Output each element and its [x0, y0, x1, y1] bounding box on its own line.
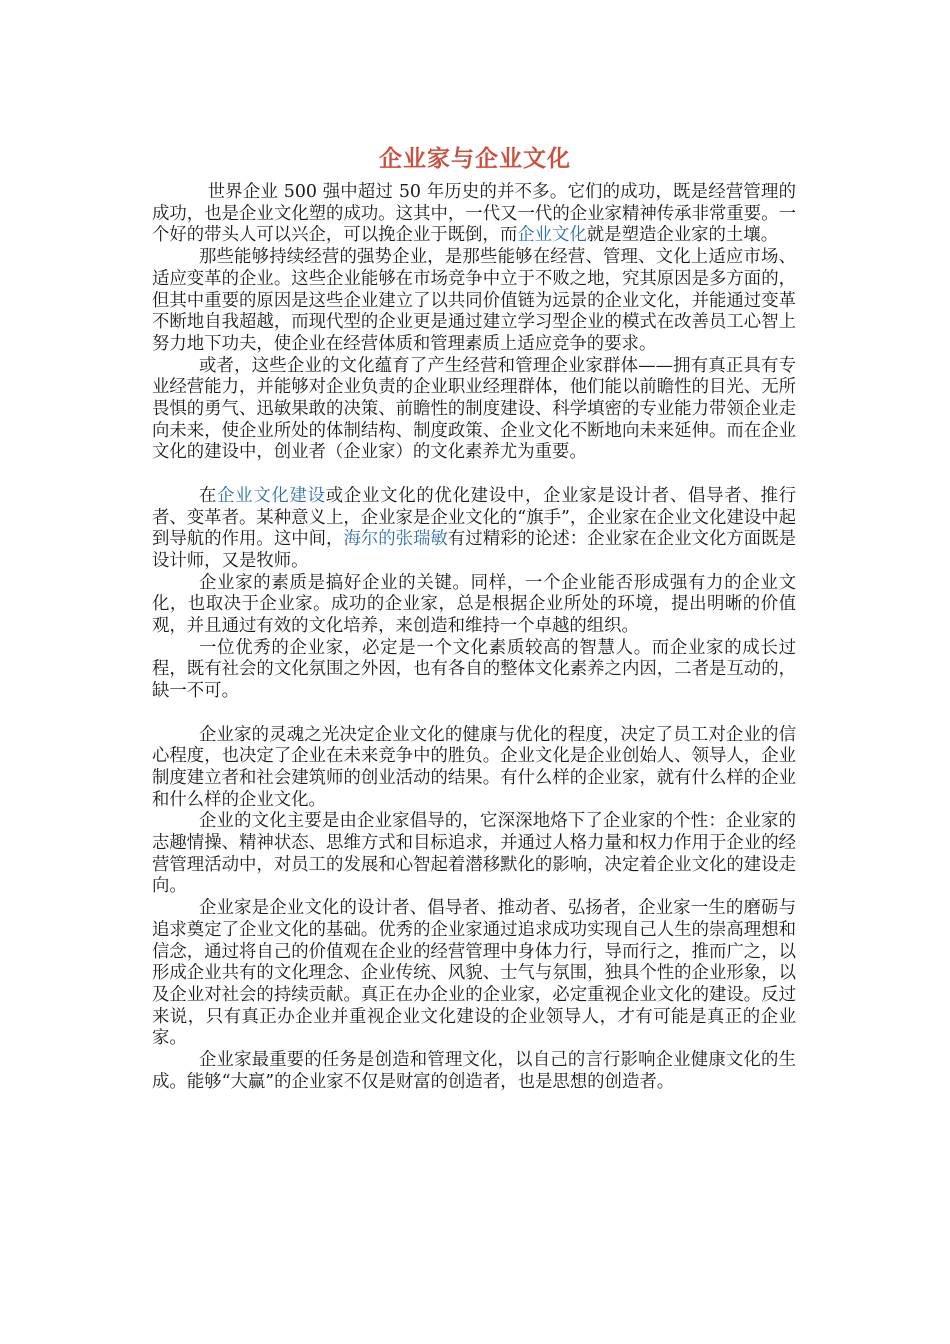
paragraph: [152, 247, 796, 356]
paragraph-text: 企业家的灵魂之光决定企业文化的健康与优化的程度，决定了员工对企业的信心程度，也决定了企业在未来竞争中的胜负。企业文化是企业创始人、领导人，企业制度建立者和社会建筑师的创业活动的结果。有什么样的企业家，就有什么样的企业和什么样的企业文化。: [152, 724, 796, 810]
paragraph-text: 就是塑造企业家的土壤。: [586, 225, 779, 246]
inline-link[interactable]: 企业文化建设: [217, 485, 326, 506]
paragraph-text: 企业家是企业文化的设计者、倡导者、推动者、弘扬者，企业家一生的磨砺与追求奠定了企业文化的基础。优秀的企业家通过追求成功实现自己人生的崇高理想和信念，通过将自己的价值观在企业的经营管理中身体力行，导而行之，推而广之，以形成企业共有的文化理念、企业传统、风貌、士气与氛围，独具个性的企业形象，以及企业对社会的持续贡献。真正在办企业的企业家，必定重视企业文化的建设。反过来说，只有真正办企业并重视企业文化建设的企业领导人，才有可能是真正的企业家。: [152, 898, 796, 1049]
paragraph-text: 企业的文化主要是由企业家倡导的，它深深地烙下了企业家的个性：企业家的志趣情操、精神状态、思维方式和目标追求，并通过人格力量和权力作用于企业的经营管理活动中，对员工的发展和心智起着潜移默化的影响，决定着企业文化的建设走向。: [152, 811, 796, 897]
paragraph: [152, 811, 796, 898]
inline-link[interactable]: 企业文化: [517, 225, 587, 246]
paragraph: [152, 1050, 796, 1093]
paragraph-spacer: [152, 703, 796, 725]
paragraph-text: 在: [198, 485, 218, 506]
paragraph: [152, 182, 796, 247]
page-title: 企业家与企业文化: [379, 145, 571, 173]
paragraph-text: 或者，这些企业的文化蕴育了产生经营和管理企业家群体——拥有真正具有专业经营能力，并能够对企业负责的企业职业经理群体，他们能以前瞻性的目光、无所畏惧的勇气、迅敏果敢的决策、前瞻性的制度建设、科学填密的专业能力带领企业走向未来，使企业所处的体制结构、制度政策、企业文化不断地向未来延伸。而在企业文化的建设中，创业者（企业家）的文化素养尤为重要。: [152, 355, 796, 463]
paragraph: [152, 898, 796, 1050]
paragraph: [152, 725, 796, 812]
paragraph-text: 一位优秀的企业家，必定是一个文化素质较高的智慧人。而企业家的成长过程，既有社会的文化氛围之外因，也有各自的整体文化素养之内因，二者是互动的，缺一不可。: [152, 637, 796, 702]
article-body: [152, 182, 796, 1094]
paragraph-text: 企业家最重要的任务是创造和管理文化，以自己的言行影响企业健康文化的生成。能够“大赢”的企业家不仅是财富的创造者，也是思想的创造者。: [152, 1050, 796, 1092]
paragraph: [152, 356, 796, 465]
inline-link[interactable]: 海尔的张瑞敏: [343, 529, 448, 550]
paragraph: [152, 486, 796, 573]
paragraph-text: 或企业文化的优化建设中，企业家是设计者、倡导者、推行者、变革者。某种意义上，企业家是企业文化的“旗手”，企业家在企业文化建设中起到导航的作用。这中间，: [152, 485, 796, 550]
paragraph-text: 那些能够持续经营的强势企业，是那些能够在经营、管理、文化上适应市场、适应变革的企业。这些企业能够在市场竞争中立于不败之地，究其原因是多方面的，但其中重要的原因是这些企业建立了以共同价值链为远景的企业文化，并能通过变革不断地自我超越，而现代型的企业更是通过建立学习型企业的模式在改善员工心智上努力地下功夫，使企业在经营体质和管理素质上适应竞争的要求。: [152, 247, 796, 354]
paragraph-text: 世界企业 500 强中超过 50 年历史的并不多。它们的成功，既是经营管理的成功，也是企业文化塑的成功。这其中，一代又一代的企业家精神传承非常重要。一个好的带头人可以兴企，可以挽企业于既倒，而: [152, 182, 796, 246]
paragraph: [152, 573, 796, 638]
paragraph: [152, 638, 796, 703]
paragraph-text: 企业家的素质是搞好企业的关键。同样，一个企业能否形成强有力的企业文化，也取决于企业家。成功的企业家，总是根据企业所处的环境，提出明晰的价值观，并且通过有效的文化培养，来创造和维持一个卓越的组织。: [152, 572, 796, 637]
paragraph-text: 有过精彩的论述：企业家在企业文化方面既是设计师，又是牧师。: [152, 529, 796, 571]
paragraph-spacer: [152, 464, 796, 486]
